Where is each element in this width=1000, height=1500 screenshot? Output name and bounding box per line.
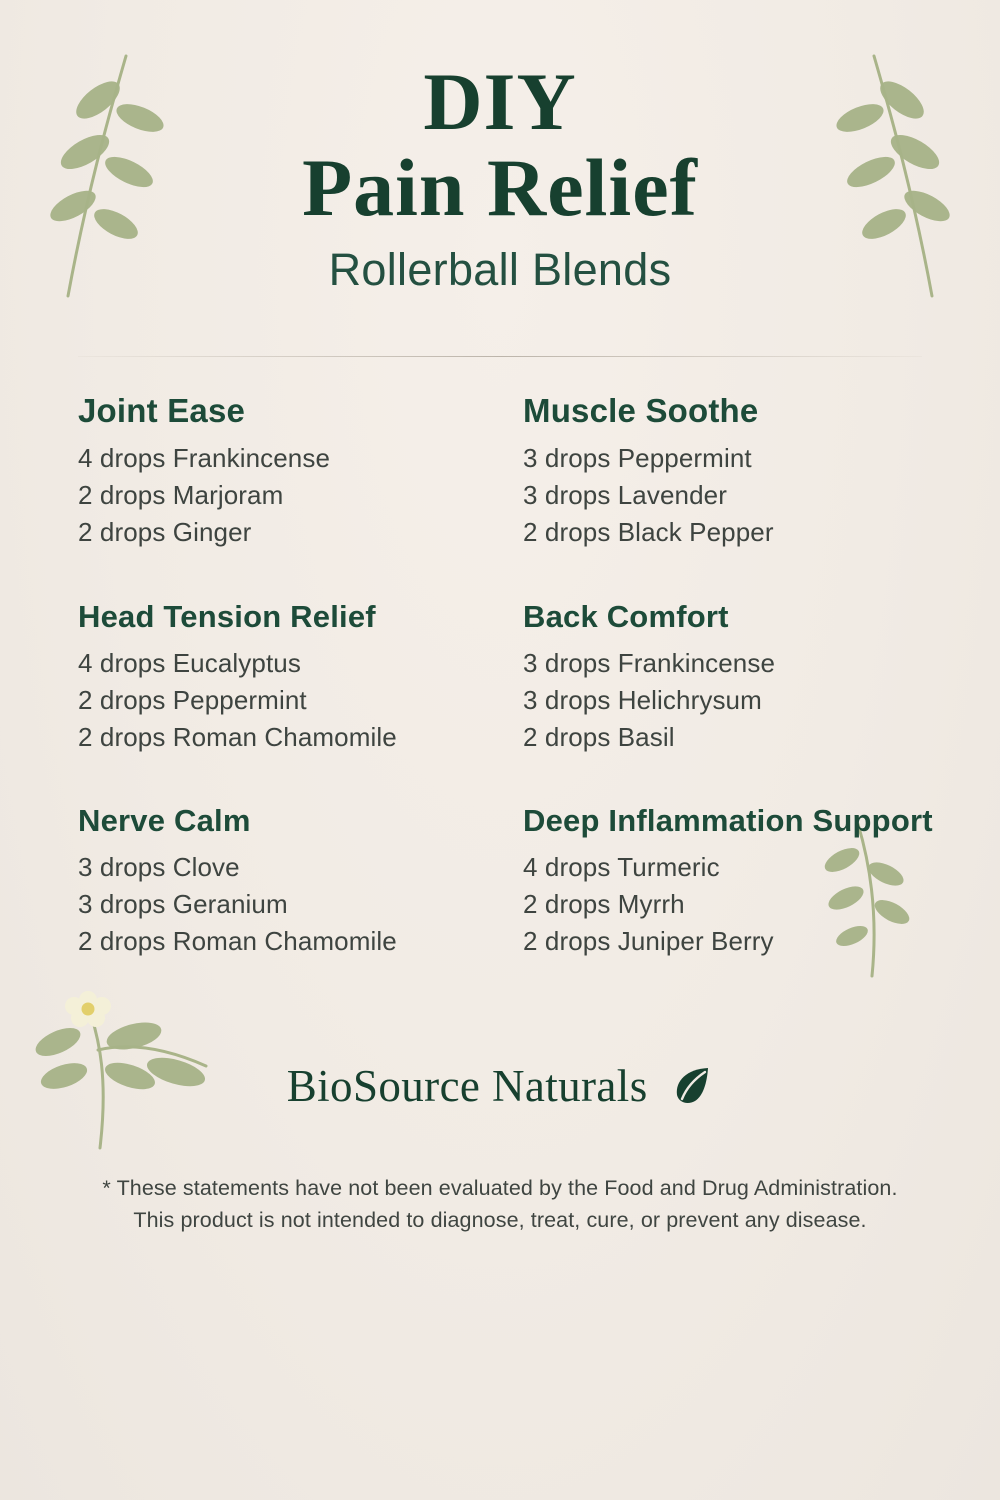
page-title [0, 56, 1000, 296]
list-item: 2 drops Juniper Berry [523, 926, 774, 957]
list-item: 2 drops Marjoram [78, 479, 284, 510]
blend-grid [0, 392, 1000, 960]
disclaimer-line-2: This product is not intended to diagnose, treat, cure, or prevent any disease. [133, 1208, 867, 1233]
list-item: 2 drops Basil [523, 721, 675, 752]
blend-title: Joint Ease [78, 392, 246, 429]
list-item: 2 drops Ginger [78, 516, 252, 547]
flower-icon [65, 991, 111, 1027]
blend-ingredient-list [523, 645, 998, 756]
blend-ingredient-list [523, 440, 998, 551]
brand-name: BioSource Naturals [286, 1061, 648, 1111]
list-item: 2 drops Myrrh [523, 889, 685, 920]
blend-card [523, 803, 998, 960]
disclaimer-line-1: * These statements have not been evaluated by the Food and Drug Administration. [102, 1176, 898, 1200]
title-line-2: Pain Relief [302, 142, 698, 234]
list-item: 3 drops Clove [78, 852, 240, 883]
list-item: 3 drops Geranium [78, 889, 288, 920]
list-item: 2 drops Roman Chamomile [78, 926, 397, 957]
blend-ingredient-list [78, 849, 523, 960]
blend-title: Nerve Calm [78, 803, 251, 839]
disclaimer [50, 1172, 950, 1237]
blend-title: Back Comfort [523, 598, 729, 634]
blend-card [523, 392, 998, 551]
brand-logo [0, 1060, 1000, 1118]
blend-card [78, 803, 523, 960]
blend-ingredient-list [78, 440, 523, 551]
blend-title: Deep Inflammation Support [523, 803, 933, 839]
list-item: 3 drops Peppermint [523, 443, 752, 473]
blend-ingredient-list [78, 645, 523, 756]
blend-title: Head Tension Relief [78, 598, 376, 634]
list-item: 4 drops Eucalyptus [78, 647, 301, 678]
blend-card [523, 599, 998, 756]
list-item: 2 drops Black Pepper [523, 516, 774, 547]
blend-ingredient-list [523, 849, 998, 960]
list-item: 2 drops Peppermint [78, 684, 307, 715]
list-item: 3 drops Frankincense [523, 647, 776, 678]
header-divider [78, 356, 922, 357]
blend-title: Muscle Soothe [523, 392, 759, 429]
leaf-icon [669, 1063, 713, 1118]
page-subtitle: Rollerball Blends [328, 244, 672, 296]
list-item: 4 drops Turmeric [523, 852, 720, 883]
list-item: 2 drops Roman Chamomile [78, 721, 397, 752]
title-line-1: DIY [423, 56, 577, 147]
blend-card [78, 599, 523, 756]
list-item: 3 drops Lavender [523, 479, 727, 510]
blend-card [78, 392, 523, 551]
list-item: 4 drops Frankincense [78, 443, 331, 473]
list-item: 3 drops Helichrysum [523, 684, 762, 715]
